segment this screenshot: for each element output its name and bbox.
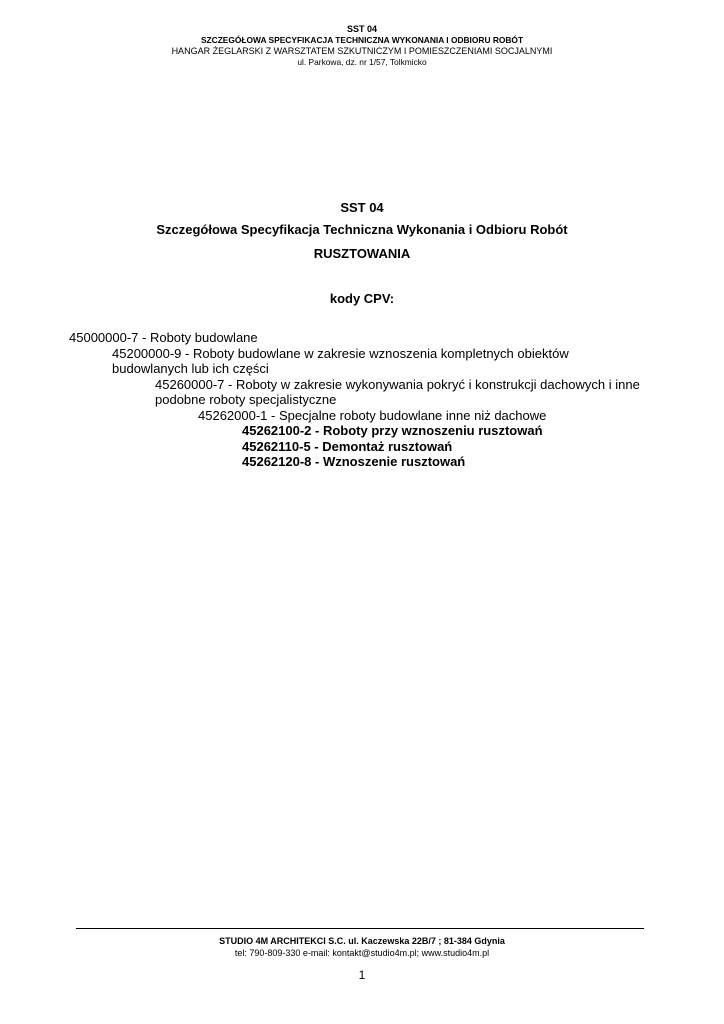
cpv-code-list: [0, 330, 724, 470]
footer-company: STUDIO 4M ARCHITEKCI S.C. ul. Kaczewska 22B/7 ; 81-384 Gdynia: [219, 936, 505, 946]
header-code: SST 04: [346, 24, 377, 34]
header-address: ul. Parkowa, dz. nr 1/57, Tolkmicko: [297, 57, 427, 67]
footer-contact: tel: 790-809-330 e-mail: kontakt@studio4m.pl; www.studio4m.pl: [234, 948, 490, 958]
title-spec: Szczegółowa Specyfikacja Techniczna Wykonania i Odbioru Robót: [156, 222, 568, 237]
header-spec-title: SZCZEGÓŁOWA SPECYFIKACJA TECHNICZNA WYKONANIA I ODBIORU ROBÓT: [200, 35, 524, 45]
cpv-item: 45262110-5 - Demontaż rusztowań: [242, 438, 453, 454]
cpv-item: 45200000-9 - Roboty budowlane w zakresie wznoszenia kompletnych obiektów budowlanych lub ich części: [112, 345, 569, 376]
page-number: 1: [358, 968, 366, 982]
cpv-heading: kody CPV:: [329, 291, 395, 306]
footer-divider: [76, 928, 644, 929]
title-code: SST 04: [340, 200, 384, 215]
cpv-item: 45262120-8 - Wznoszenie rusztowań: [242, 454, 466, 469]
cpv-item: 45000000-7 - Roboty budowlane: [69, 330, 258, 345]
header-project: HANGAR ŻEGLARSKI Z WARSZTATEM SZKUTNICZYM I POMIESZCZENIAMI SOCJALNYMI: [171, 46, 553, 56]
cpv-item: 45262000-1 - Specjalne roboty budowlane inne niż dachowe: [198, 407, 547, 423]
cpv-item: 45262100-2 - Roboty przy wznoszeniu rusztowań: [242, 423, 543, 438]
cpv-item: 45260000-7 - Roboty w zakresie wykonywania pokryć i konstrukcji dachowych i inne podobne roboty specjalistyczne: [155, 376, 640, 407]
page-footer: [0, 935, 724, 959]
page-header: [0, 24, 724, 68]
title-name: RUSZTOWANIA: [313, 246, 411, 261]
